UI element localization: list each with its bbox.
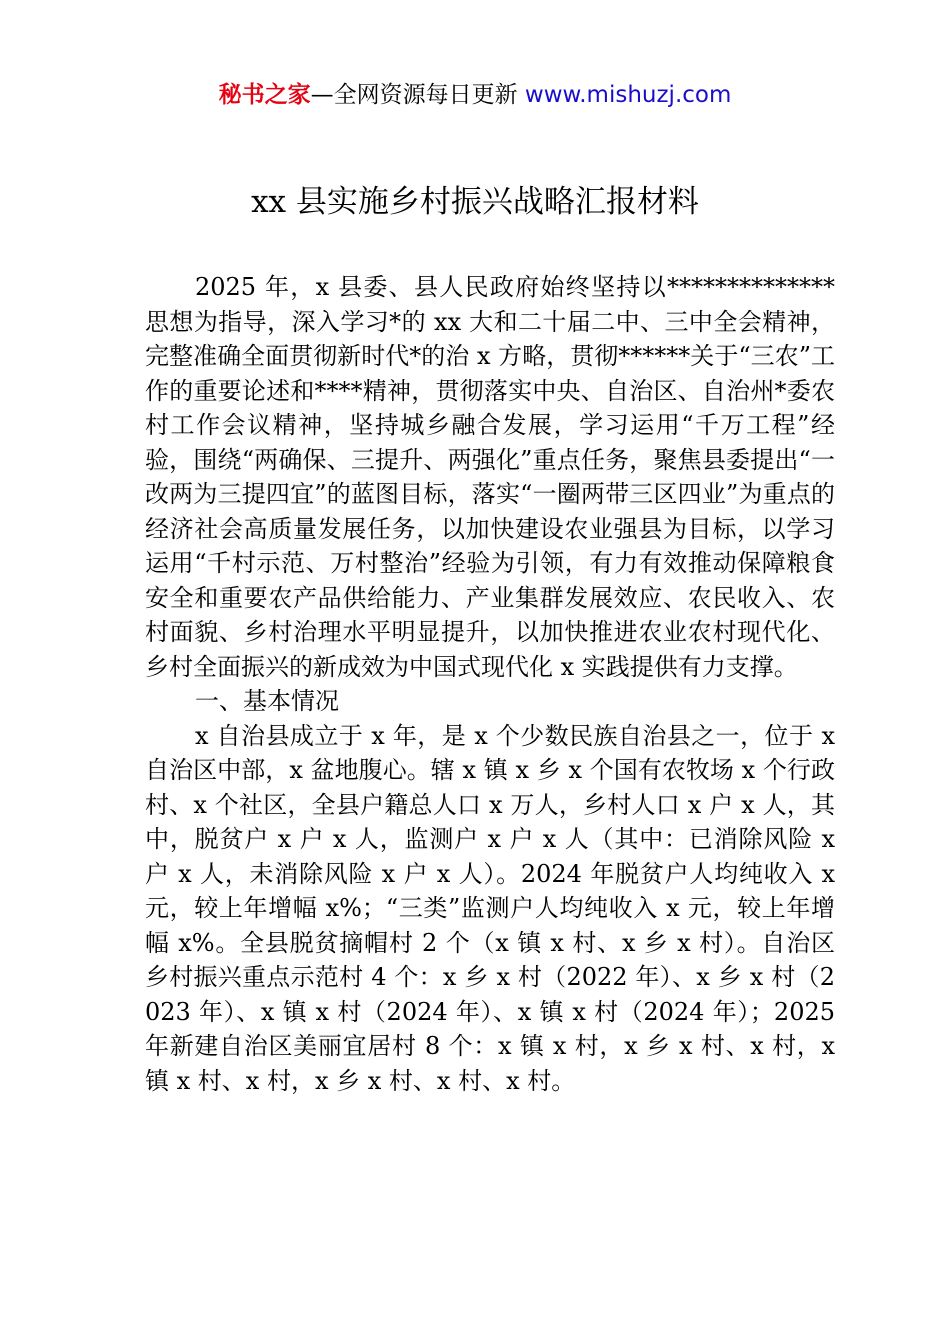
document-title: xx 县实施乡村振兴战略汇报材料	[251, 184, 699, 220]
document-body	[145, 270, 835, 1098]
site-header	[0, 78, 950, 112]
site-url-link[interactable]: www.mishuzj.com	[524, 82, 732, 108]
site-brand: 秘书之家	[218, 82, 311, 108]
section-heading: 一、基本情况	[195, 687, 339, 715]
site-slogan: —全网资源每日更新	[310, 82, 525, 108]
basic-info-paragraph: x 自治县成立于 x 年，是 x 个少数民族自治县之一，位于 x 自治区中部，x 盆地腹心。辖 x 镇 x 乡 x 个国有农牧场 x 个行政村、x 个社区，全县户籍总人口 x 万人，乡村人口 x 户 x 人，其中，脱贫户 x 户 x 人，监测户 x 户 x 人（其中：已消除风险 x 户 x 人，未消除风险 x 户 x 人）。2024 年脱贫户人均纯收入 x 元，较上年增幅 x%；“三类”监测户人均纯收入 x 元，较上年增幅 x%。全县脱贫摘帽村 2 个（x 镇 x 村、x 乡 x 村）。自治区乡村振兴重点示范村 4 个：x 乡 x 村（2022 年）、x 乡 x 村（2023 年）、x 镇 x 村（2024 年）、x 镇 x 村（2024 年）；2025 年新建自治区美丽宜居村 8 个：x 镇 x 村，x 乡 x 村、x 村，x 镇 x 村、x 村，x 乡 x 村、x 村、x 村。	[145, 721, 835, 1095]
intro-paragraph: 2025 年，x 县委、县人民政府始终坚持以**************思想为指导，深入学习*的 xx 大和二十届二中、三中全会精神，完整准确全面贯彻新时代*的治 x 方略，贯彻******关于“三农”工作的重要论述和****精神，贯彻落实中央、自治区、自治州*委农村工作会议精神，坚持城乡融合发展，学习运用“千万工程”经验，围绕“两确保、三提升、两强化”重点任务，聚焦县委提出“一改两为三提四宜”的蓝图目标，落实“一圈两带三区四业”为重点的经济社会高质量发展任务，以加快建设农业强县为目标，以学习运用“千村示范、万村整治”经验为引领，有力有效推动保障粮食安全和重要农产品供给能力、产业集群发展效应、农民收入、农村面貌、乡村治理水平明显提升，以加快推进农业农村现代化、乡村全面振兴的新成效为中国式现代化 x 实践提供有力支撑。	[145, 273, 835, 681]
